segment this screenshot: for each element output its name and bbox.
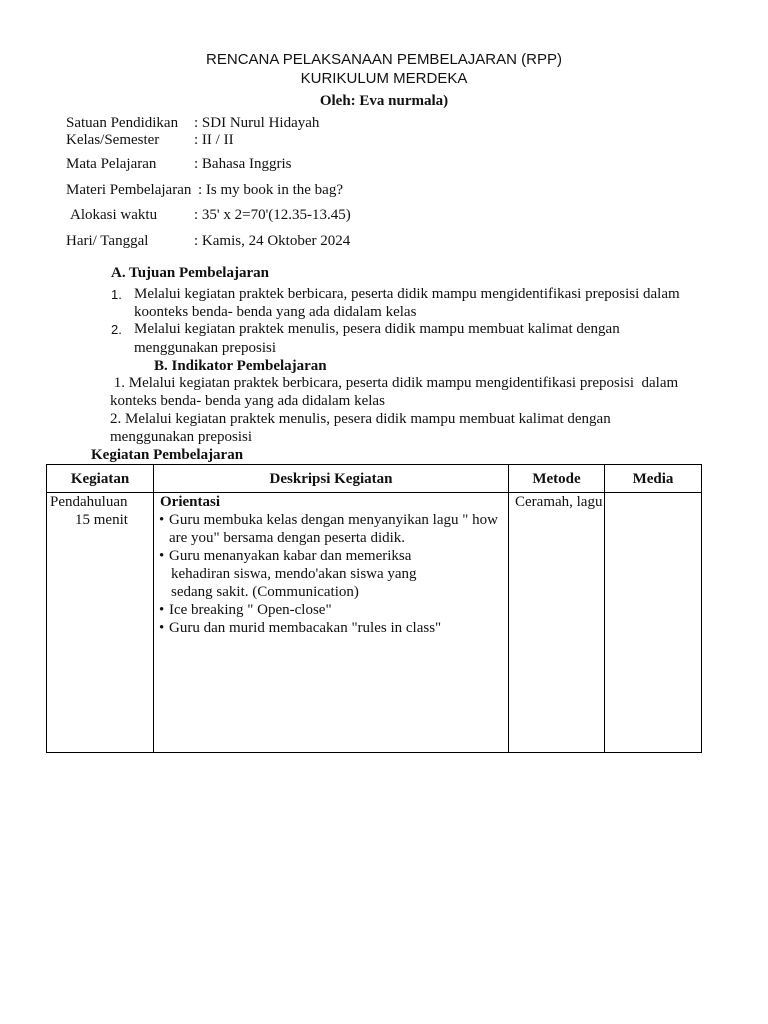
section-a-item-1-number: 1.	[111, 287, 122, 302]
bullet-1-line-1: Guru membuka kelas dengan menyanyikan lagu " how	[169, 512, 498, 528]
section-a-item-1-line-1: Melalui kegiatan praktek berbicara, peserta didik mampu mengidentifikasi preposisi dalam	[134, 286, 680, 302]
metode-value: Ceramah, lagu	[515, 494, 603, 510]
section-a-item-1-line-2: koonteks benda- benda yang ada didalam kelas	[134, 304, 417, 320]
table-header-row	[47, 465, 702, 493]
section-b-heading: B. Indikator Pembelajaran	[154, 358, 327, 374]
cell-kegiatan	[47, 493, 154, 753]
bullet-icon: •	[159, 602, 165, 618]
info-label-hari: Hari/ Tanggal	[66, 233, 149, 249]
bullet-4: Guru dan murid membacakan "rules in class"	[169, 620, 442, 636]
kegiatan-name: Pendahuluan	[50, 494, 128, 510]
section-a-item-2-line-1: Melalui kegiatan praktek menulis, pesera didik mampu membuat kalimat dengan	[134, 321, 620, 337]
bullet-2-line-3: sedang sakit. (Communication)	[171, 584, 359, 600]
table-row	[47, 493, 702, 753]
info-label-mapel: Mata Pelajaran	[66, 156, 157, 172]
info-label-alokasi: Alokasi waktu	[70, 207, 158, 223]
info-label-materi: Materi Pembelajaran	[66, 182, 192, 198]
activities-heading: Kegiatan Pembelajaran	[91, 447, 244, 463]
activities-table	[46, 464, 702, 753]
bullet-icon: •	[159, 620, 165, 636]
bullet-icon: •	[159, 548, 165, 564]
section-a-item-2-number: 2.	[111, 322, 122, 337]
author-line: Oleh: Eva nurmala)	[319, 93, 449, 109]
section-b-item-1-line-2: konteks benda- benda yang ada didalam kelas	[110, 393, 385, 409]
column-header-metode: Metode	[509, 465, 605, 493]
info-value-mapel: : Bahasa Inggris	[194, 156, 292, 172]
column-header-media: Media	[605, 465, 702, 493]
info-value-satuan: : SDI Nurul Hidayah	[194, 115, 320, 131]
info-label-kelas: Kelas/Semester	[66, 132, 160, 148]
cell-deskripsi	[154, 493, 509, 753]
section-b-item-2-line-1: 2. Melalui kegiatan praktek menulis, pesera didik mampu membuat kalimat dengan	[110, 411, 611, 427]
description-subheading: Orientasi	[160, 494, 220, 510]
bullet-icon: •	[159, 512, 165, 528]
info-value-alokasi: : 35' x 2=70'(12.35-13.45)	[194, 207, 351, 223]
bullet-2-line-2: kehadiran siswa, mendo'akan siswa yang	[171, 566, 417, 582]
info-value-kelas: : II / II	[194, 132, 234, 148]
page-title: RENCANA PELAKSANAAN PEMBELAJARAN (RPP)	[206, 51, 562, 68]
cell-metode	[509, 493, 605, 753]
column-header-deskripsi: Deskripsi Kegiatan	[154, 465, 509, 493]
bullet-2-line-1: Guru menanyakan kabar dan memeriksa	[169, 548, 412, 564]
info-value-materi: : Is my book in the bag?	[198, 182, 343, 198]
section-b-item-2-line-2: menggunakan preposisi	[110, 429, 253, 445]
info-label-satuan: Satuan Pendidikan	[66, 115, 179, 131]
info-value-hari: : Kamis, 24 Oktober 2024	[194, 233, 351, 249]
section-b-item-1-line-1: 1. Melalui kegiatan praktek berbicara, peserta didik mampu mengidentifikasi preposisi dalam	[110, 375, 679, 391]
section-a-heading: A. Tujuan Pembelajaran	[111, 265, 269, 281]
kegiatan-duration: 15 menit	[75, 512, 128, 528]
bullet-1-line-2: are you" bersama dengan peserta didik.	[169, 530, 406, 546]
column-header-kegiatan: Kegiatan	[47, 465, 154, 493]
section-a-item-2-line-2: menggunakan preposisi	[134, 340, 277, 356]
bullet-3: Ice breaking " Open-close"	[169, 602, 332, 618]
page-subtitle: KURIKULUM MERDEKA	[300, 70, 468, 87]
cell-media	[605, 493, 702, 753]
